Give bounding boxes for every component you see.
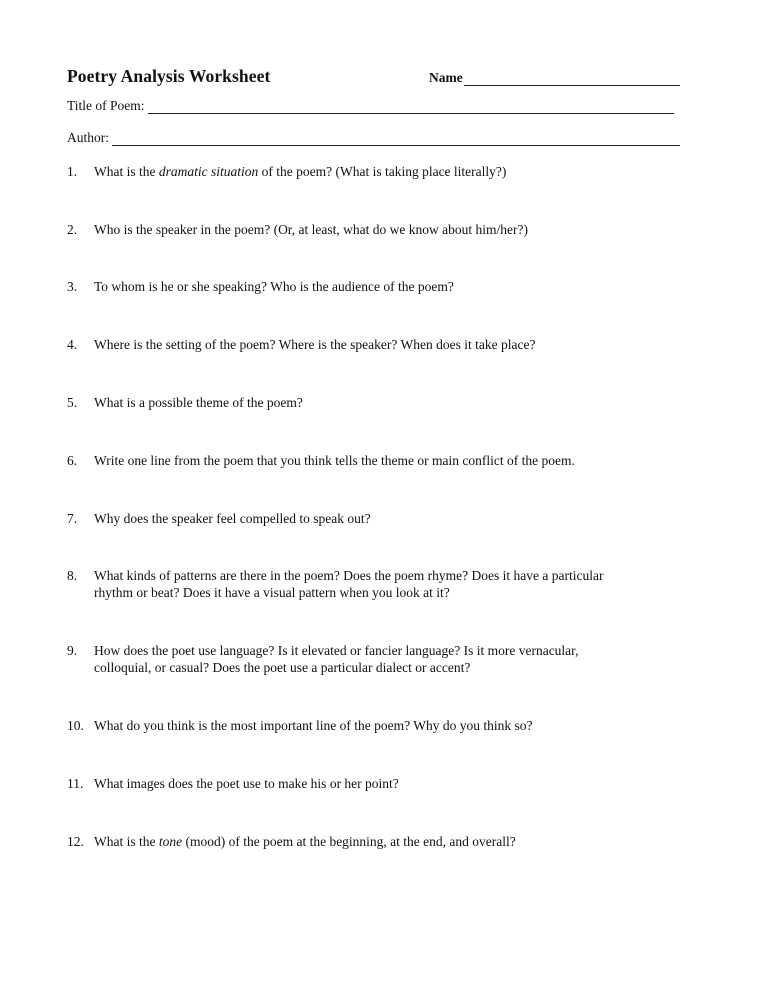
question-text: Who is the speaker in the poem? (Or, at least, what do we know about him/her?) — [94, 222, 528, 237]
question-number: 4. — [67, 337, 78, 352]
author-field[interactable] — [67, 130, 680, 146]
question-number: 6. — [67, 453, 78, 468]
question-7 — [67, 510, 707, 527]
question-number: 10. — [67, 718, 84, 733]
question-4 — [67, 336, 707, 353]
question-number: 1. — [67, 164, 78, 179]
question-text: Why does the speaker feel compelled to speak out? — [94, 511, 371, 526]
question-text: What images does the poet use to make his or her point? — [94, 776, 399, 791]
question-emphasis: dramatic situation — [158, 164, 259, 179]
worksheet-title: Poetry Analysis Worksheet — [67, 66, 271, 86]
question-number: 2. — [67, 222, 78, 237]
question-text: Write one line from the poem that you think tells the theme or main conflict of the poem. — [94, 453, 575, 468]
question-number: 9. — [67, 643, 78, 658]
question-number: 12. — [67, 834, 84, 849]
question-number: 8. — [67, 568, 78, 583]
question-9 — [67, 642, 707, 676]
question-text: What is a possible theme of the poem? — [94, 395, 303, 410]
name-label: Name — [429, 70, 463, 85]
question-number: 3. — [67, 279, 78, 294]
question-number: 5. — [67, 395, 78, 410]
question-text: What kinds of patterns are there in the poem? Does the poem rhyme? Does it have a particular rhythm or beat? Does it have a visual pattern when you look at it? — [94, 568, 604, 600]
question-8 — [67, 567, 707, 601]
question-3 — [67, 278, 707, 295]
question-11 — [67, 775, 707, 792]
question-text: What is the dramatic situation of the poem? (What is taking place literally?) — [94, 164, 507, 179]
question-text: What is the tone (mood) of the poem at the beginning, at the end, and overall? — [94, 834, 516, 849]
name-field[interactable] — [429, 70, 680, 86]
question-text: What do you think is the most important line of the poem? Why do you think so? — [94, 718, 533, 733]
question-10 — [67, 717, 707, 734]
author-blank-line[interactable] — [112, 131, 680, 146]
author-label: Author: — [67, 130, 109, 145]
question-text: To whom is he or she speaking? Who is the audience of the poem? — [94, 279, 454, 294]
question-5 — [67, 394, 707, 411]
question-6 — [67, 452, 707, 469]
question-emphasis: tone — [158, 834, 183, 849]
question-number: 7. — [67, 511, 78, 526]
question-1 — [67, 163, 707, 180]
title-of-poem-blank-line[interactable] — [148, 99, 674, 114]
question-2 — [67, 221, 707, 238]
title-of-poem-field[interactable] — [67, 98, 674, 114]
title-of-poem-label: Title of Poem: — [67, 98, 145, 113]
name-blank-line[interactable] — [464, 71, 680, 86]
question-12 — [67, 833, 707, 850]
question-text: Where is the setting of the poem? Where is the speaker? When does it take place? — [94, 337, 536, 352]
question-number: 11. — [67, 776, 84, 791]
question-text: How does the poet use language? Is it elevated or fancier language? Is it more vernacular, colloquial, or casual? Does the poet use a particular dialect or accent? — [94, 643, 579, 675]
